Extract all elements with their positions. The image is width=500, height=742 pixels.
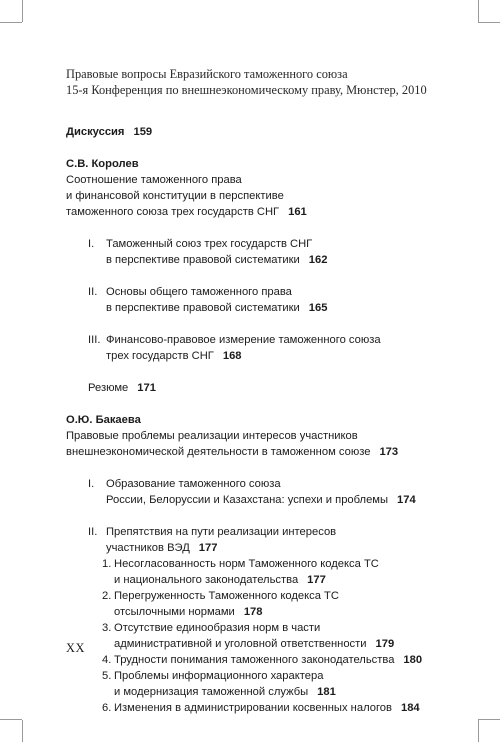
- page-number: 179: [375, 638, 395, 650]
- section-title-line: России, Белоруссии и Казахстана: успехи и проблемы: [106, 494, 389, 506]
- article-title-line: внешнеэкономической деятельности в таможенном союзе: [66, 446, 371, 458]
- section-number: II.: [88, 526, 98, 538]
- article-title-line: таможенного союза трех государств СНГ: [66, 206, 280, 218]
- page-number: 177: [198, 542, 218, 554]
- toc-entry-subsection[interactable]: [66, 556, 466, 588]
- page-number: 171: [137, 382, 156, 394]
- page-number: 184: [400, 702, 420, 714]
- crop-mark: [0, 719, 22, 720]
- crop-mark: [478, 0, 479, 22]
- table-of-contents: [66, 124, 466, 716]
- section-title-line: в перспективе правовой систематики: [106, 302, 300, 314]
- entry-title: Резюме: [88, 382, 129, 394]
- page-number: 181: [317, 686, 336, 698]
- page-number: 180: [403, 654, 423, 666]
- subsection-title-line: Изменения в администрировании косвенных налогов: [114, 702, 392, 714]
- section-title-line: Основы общего таможенного права: [106, 286, 292, 298]
- section-number: III.: [88, 334, 101, 346]
- article-title-line: Соотношение таможенного права: [66, 174, 242, 186]
- section-number: I.: [88, 238, 95, 250]
- page-number: 162: [308, 254, 328, 266]
- toc-entry-subsection[interactable]: [66, 620, 466, 652]
- subsection-number: 2.: [102, 590, 112, 602]
- page-number: 165: [308, 302, 328, 314]
- toc-entry-summary[interactable]: [66, 380, 466, 396]
- page-number: 173: [379, 446, 399, 458]
- crop-mark: [478, 22, 500, 23]
- page-number: 178: [243, 606, 263, 618]
- subsection-title-line: Проблемы информационного характера: [114, 670, 324, 682]
- subsection-title-line: Отсутствие единообразия норм в части: [114, 622, 321, 634]
- page-number: 177: [307, 574, 326, 586]
- subsection-number: 3.: [102, 622, 112, 634]
- section-title-line: Таможенный союз трех государств СНГ: [106, 238, 313, 250]
- toc-entry-article[interactable]: [66, 172, 466, 220]
- page-number: 174: [397, 494, 416, 506]
- toc-entry-section[interactable]: [66, 236, 466, 268]
- subsection-title-line: и национального законодательства: [114, 574, 299, 586]
- running-head: [66, 66, 466, 98]
- crop-mark: [22, 720, 23, 742]
- subsection-title-line: административной и уголовной ответственности: [114, 638, 367, 650]
- section-title-line: в перспективе правовой систематики: [106, 254, 300, 266]
- subsection-title-line: отсылочными нормами: [114, 606, 235, 618]
- section-number: II.: [88, 286, 98, 298]
- page-number: 161: [288, 206, 307, 218]
- crop-mark: [22, 0, 23, 22]
- crop-mark: [478, 719, 500, 720]
- running-head-line: Правовые вопросы Евразийского таможенного союза: [66, 67, 348, 81]
- toc-entry-subsection[interactable]: [66, 700, 466, 716]
- section-title-line: участников ВЭД: [106, 542, 190, 554]
- subsection-title-line: Несогласованность норм Таможенного кодекса ТС: [114, 558, 379, 570]
- subsection-title-line: Перегруженность Таможенного кодекса ТС: [114, 590, 339, 602]
- subsection-number: 5.: [102, 670, 112, 682]
- subsection-title-line: и модернизация таможенной службы: [114, 686, 309, 698]
- toc-entry-section[interactable]: [66, 524, 466, 556]
- toc-entry-subsection[interactable]: [66, 668, 466, 700]
- page-number: 159: [133, 126, 153, 138]
- crop-mark: [0, 22, 22, 23]
- section-title-line: Финансово-правовое измерение таможенного союза: [106, 334, 381, 346]
- section-title-line: Препятствия на пути реализации интересов: [106, 526, 337, 538]
- page-folio: XX: [66, 641, 85, 655]
- subsection-number: 4.: [102, 654, 112, 666]
- toc-entry-subsection[interactable]: [66, 652, 466, 668]
- toc-entry-subsection[interactable]: [66, 588, 466, 620]
- running-head-line: 15-я Конференция по внешнеэкономическому праву, Мюнстер, 2010: [66, 83, 427, 97]
- section-number: I.: [88, 478, 95, 490]
- subsection-number: 6.: [102, 702, 112, 714]
- author-name: С.В. Королев: [66, 158, 139, 170]
- article-title-line: и финансовой конституции в перспективе: [66, 190, 284, 202]
- section-title-line: Образование таможенного союза: [106, 478, 281, 490]
- toc-entry-section[interactable]: [66, 332, 466, 364]
- article-title-line: Правовые проблемы реализации интересов участников: [66, 430, 358, 442]
- toc-entry-discussion[interactable]: [66, 124, 466, 140]
- subsection-number: 1.: [102, 558, 112, 570]
- entry-title: Дискуссия: [66, 126, 125, 138]
- toc-entry-article[interactable]: [66, 428, 466, 460]
- subsection-title-line: Трудности понимания таможенного законодательства: [114, 654, 395, 666]
- toc-entry-section[interactable]: [66, 476, 466, 508]
- page-number: 168: [222, 350, 242, 362]
- section-title-line: трех государств СНГ: [106, 350, 214, 362]
- author-name: О.Ю. Бакаева: [66, 414, 141, 426]
- crop-mark: [478, 720, 479, 742]
- toc-entry-section[interactable]: [66, 284, 466, 316]
